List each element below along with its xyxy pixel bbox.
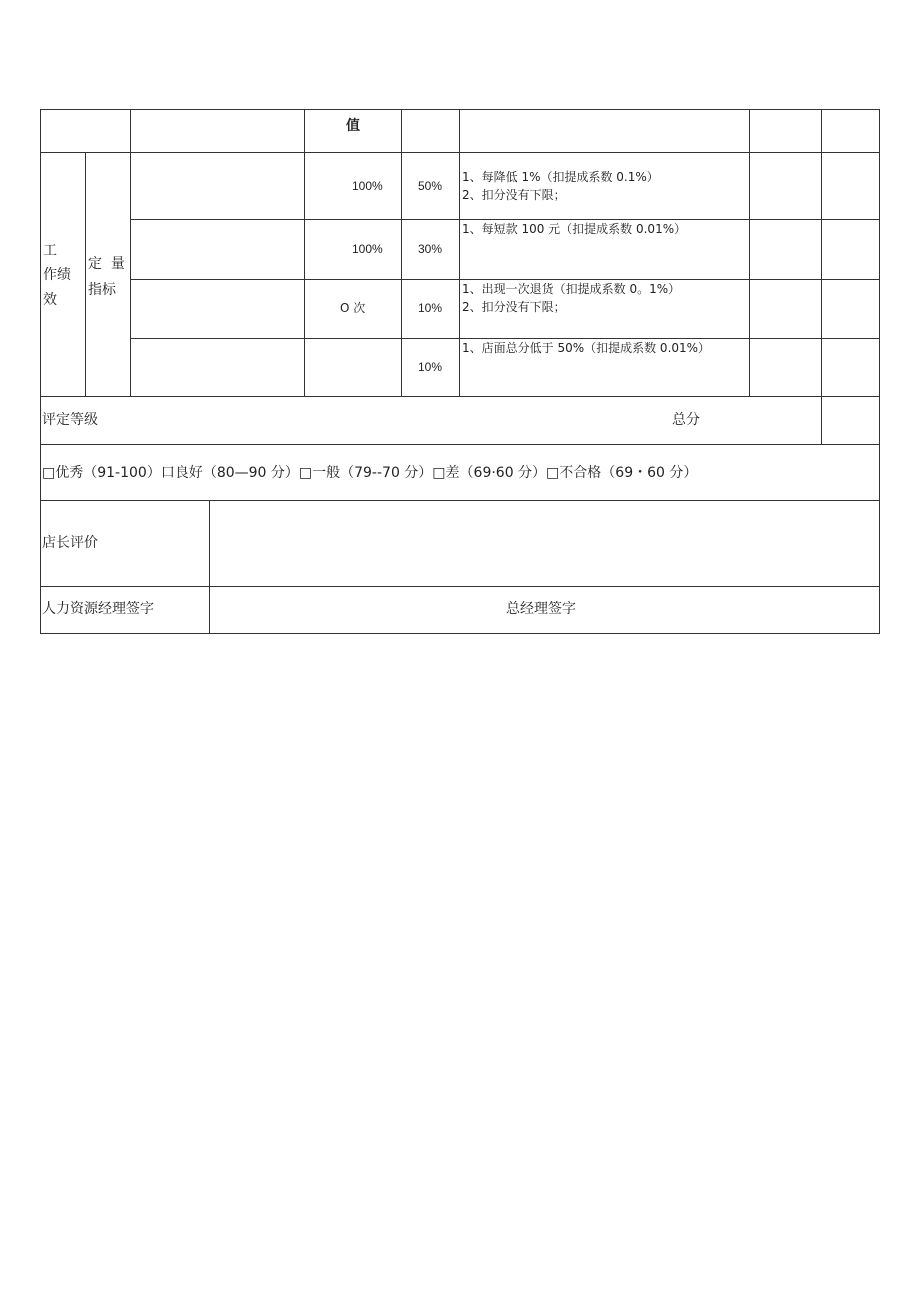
- options-bottom-border: [40, 500, 880, 501]
- row2-weight: 30%: [418, 242, 443, 256]
- col-divider-4: [459, 109, 460, 397]
- row1-bottom-border: [130, 219, 880, 220]
- header-bottom-border: [40, 152, 880, 153]
- row1-target: 100%: [352, 179, 383, 193]
- col-divider-3: [401, 109, 402, 397]
- category-line-1: 工: [43, 243, 57, 259]
- rating-options: □优秀（91-100）口良好（80—90 分）□一般（79--70 分）□差（69·60 分）□不合格（69・60 分）: [42, 465, 698, 481]
- col-divider-5: [749, 109, 750, 397]
- general-manager-signature-label: 总经理签字: [506, 601, 576, 617]
- table-left-border: [40, 109, 41, 634]
- type-line-2: 指标: [88, 282, 116, 298]
- category-line-2: 作绩: [43, 267, 71, 283]
- row1-weight: 50%: [418, 179, 443, 193]
- col-divider-label: [209, 500, 210, 634]
- col-divider-2: [304, 109, 305, 397]
- type-line-1: 定 量: [88, 256, 125, 272]
- row3-rule-line-1: 1、出现一次退货（扣提成系数 0。1%）: [462, 282, 681, 296]
- row3-rule-line-2: 2、扣分没有下限；: [462, 300, 566, 314]
- table-bottom-border: [40, 633, 880, 634]
- hr-manager-signature-label: 人力资源经理签字: [42, 601, 154, 617]
- row2-bottom-border: [130, 279, 880, 280]
- row2-rule-line-1: 1、每短款 100 元（扣提成系数 0.01%）: [462, 222, 687, 236]
- col-divider-1: [130, 109, 131, 397]
- col-divider-6: [821, 109, 822, 445]
- table-top-border: [40, 109, 880, 110]
- row4-weight: 10%: [418, 360, 443, 374]
- rating-label: 评定等级: [42, 412, 98, 428]
- performance-bottom-border: [40, 396, 880, 397]
- category-line-3: 效: [43, 292, 57, 308]
- row3-target: O 次: [340, 301, 366, 315]
- col-divider-type: [85, 152, 86, 397]
- row3-weight: 10%: [418, 301, 443, 315]
- store-manager-label: 店长评价: [42, 535, 98, 551]
- rating-bottom-border: [40, 444, 880, 445]
- store-manager-comment-area[interactable]: [211, 502, 878, 585]
- total-score-label: 总分: [672, 412, 700, 428]
- table-right-border: [879, 109, 880, 634]
- store-manager-bottom-border: [40, 586, 880, 587]
- row1-rule-line-2: 2、扣分没有下限；: [462, 188, 566, 202]
- row4-rule-line-1: 1、店面总分低于 50%（扣提成系数 0.01%）: [462, 341, 711, 355]
- value-column-header: 值: [346, 118, 360, 134]
- row2-target: 100%: [352, 242, 383, 256]
- row3-bottom-border: [130, 338, 880, 339]
- row1-rule-line-1: 1、每降低 1%（扣提成系数 0.1%）: [462, 170, 659, 184]
